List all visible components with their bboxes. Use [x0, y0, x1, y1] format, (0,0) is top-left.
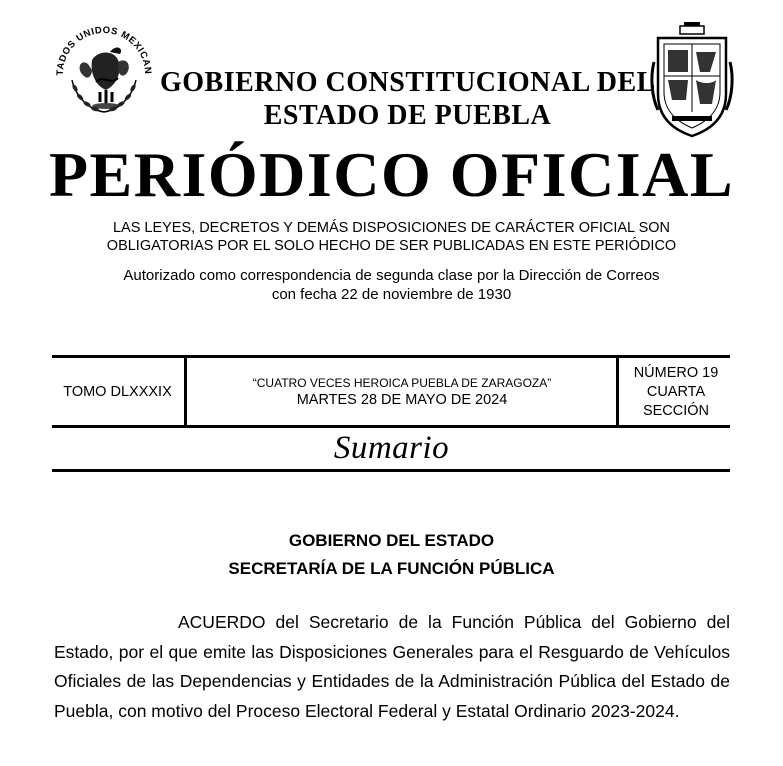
government-title [160, 66, 655, 132]
tomo-label: TOMO DLXXXIX [63, 384, 172, 400]
info-bar-divider-right [616, 355, 619, 428]
summary-bottom-rule [52, 469, 730, 472]
legal-notice-line2: OBLIGATORIAS POR EL SOLO HECHO DE SER PUBLICADAS EN ESTE PERIÓDICO [106, 238, 677, 254]
agreement-paragraph: ACUERDO del Secretario de la Función Pública del Gobierno del Estado, por el que emite las Disposiciones Generales para el Resguardo de Vehículos Oficiales de las Dependencias y Entidades de la Administración Pública del Estado de Puebla, con motivo del Proceso Electoral Federal y Estatal Ordinario 2023-2024. [54, 612, 730, 721]
info-bar-divider-left [184, 355, 187, 428]
mexico-coat-of-arms-seal [48, 14, 160, 126]
issue-info [188, 358, 616, 426]
government-title-line1: GOBIERNO CONSTITUCIONAL DEL [160, 67, 656, 98]
issue-date: MARTES 28 DE MAYO DE 2024 [296, 392, 508, 408]
authorization-notice-line2: con fecha 22 de noviembre de 1930 [271, 286, 512, 303]
legal-notice-line1: LAS LEYES, DECRETOS Y DEMÁS DISPOSICIONES DE CARÁCTER OFICIAL SON [112, 220, 671, 236]
section-label-line2: SECCIÓN [642, 402, 710, 419]
legal-notice [40, 219, 743, 255]
issue-number [622, 358, 730, 426]
city-motto: “CUATRO VECES HEROICA PUEBLA DE ZARAGOZA” [252, 376, 552, 390]
section-label-line1: CUARTA [646, 383, 706, 400]
authorization-notice-line1: Autorizado como correspondencia de segunda clase por la Dirección de Correos [123, 267, 660, 284]
authorization-notice [40, 266, 743, 304]
puebla-coat-of-arms-seal [650, 22, 734, 140]
svg-text:ESTADOS UNIDOS MEXICANOS: TADOS UNIDOS MEXICAN [54, 24, 154, 76]
summary-heading: Sumario [333, 430, 450, 466]
issue-number-label: NÚMERO 19 [633, 364, 719, 381]
section-heading-line2: SECRETARÍA DE LA FUNCIÓN PÚBLICA [228, 559, 555, 578]
section-heading [0, 527, 783, 583]
government-title-line2: ESTADO DE PUEBLA [263, 100, 552, 131]
section-heading-line1: GOBIERNO DEL ESTADO [288, 531, 495, 550]
newspaper-title: PERIÓDICO OFICIAL [48, 139, 735, 210]
